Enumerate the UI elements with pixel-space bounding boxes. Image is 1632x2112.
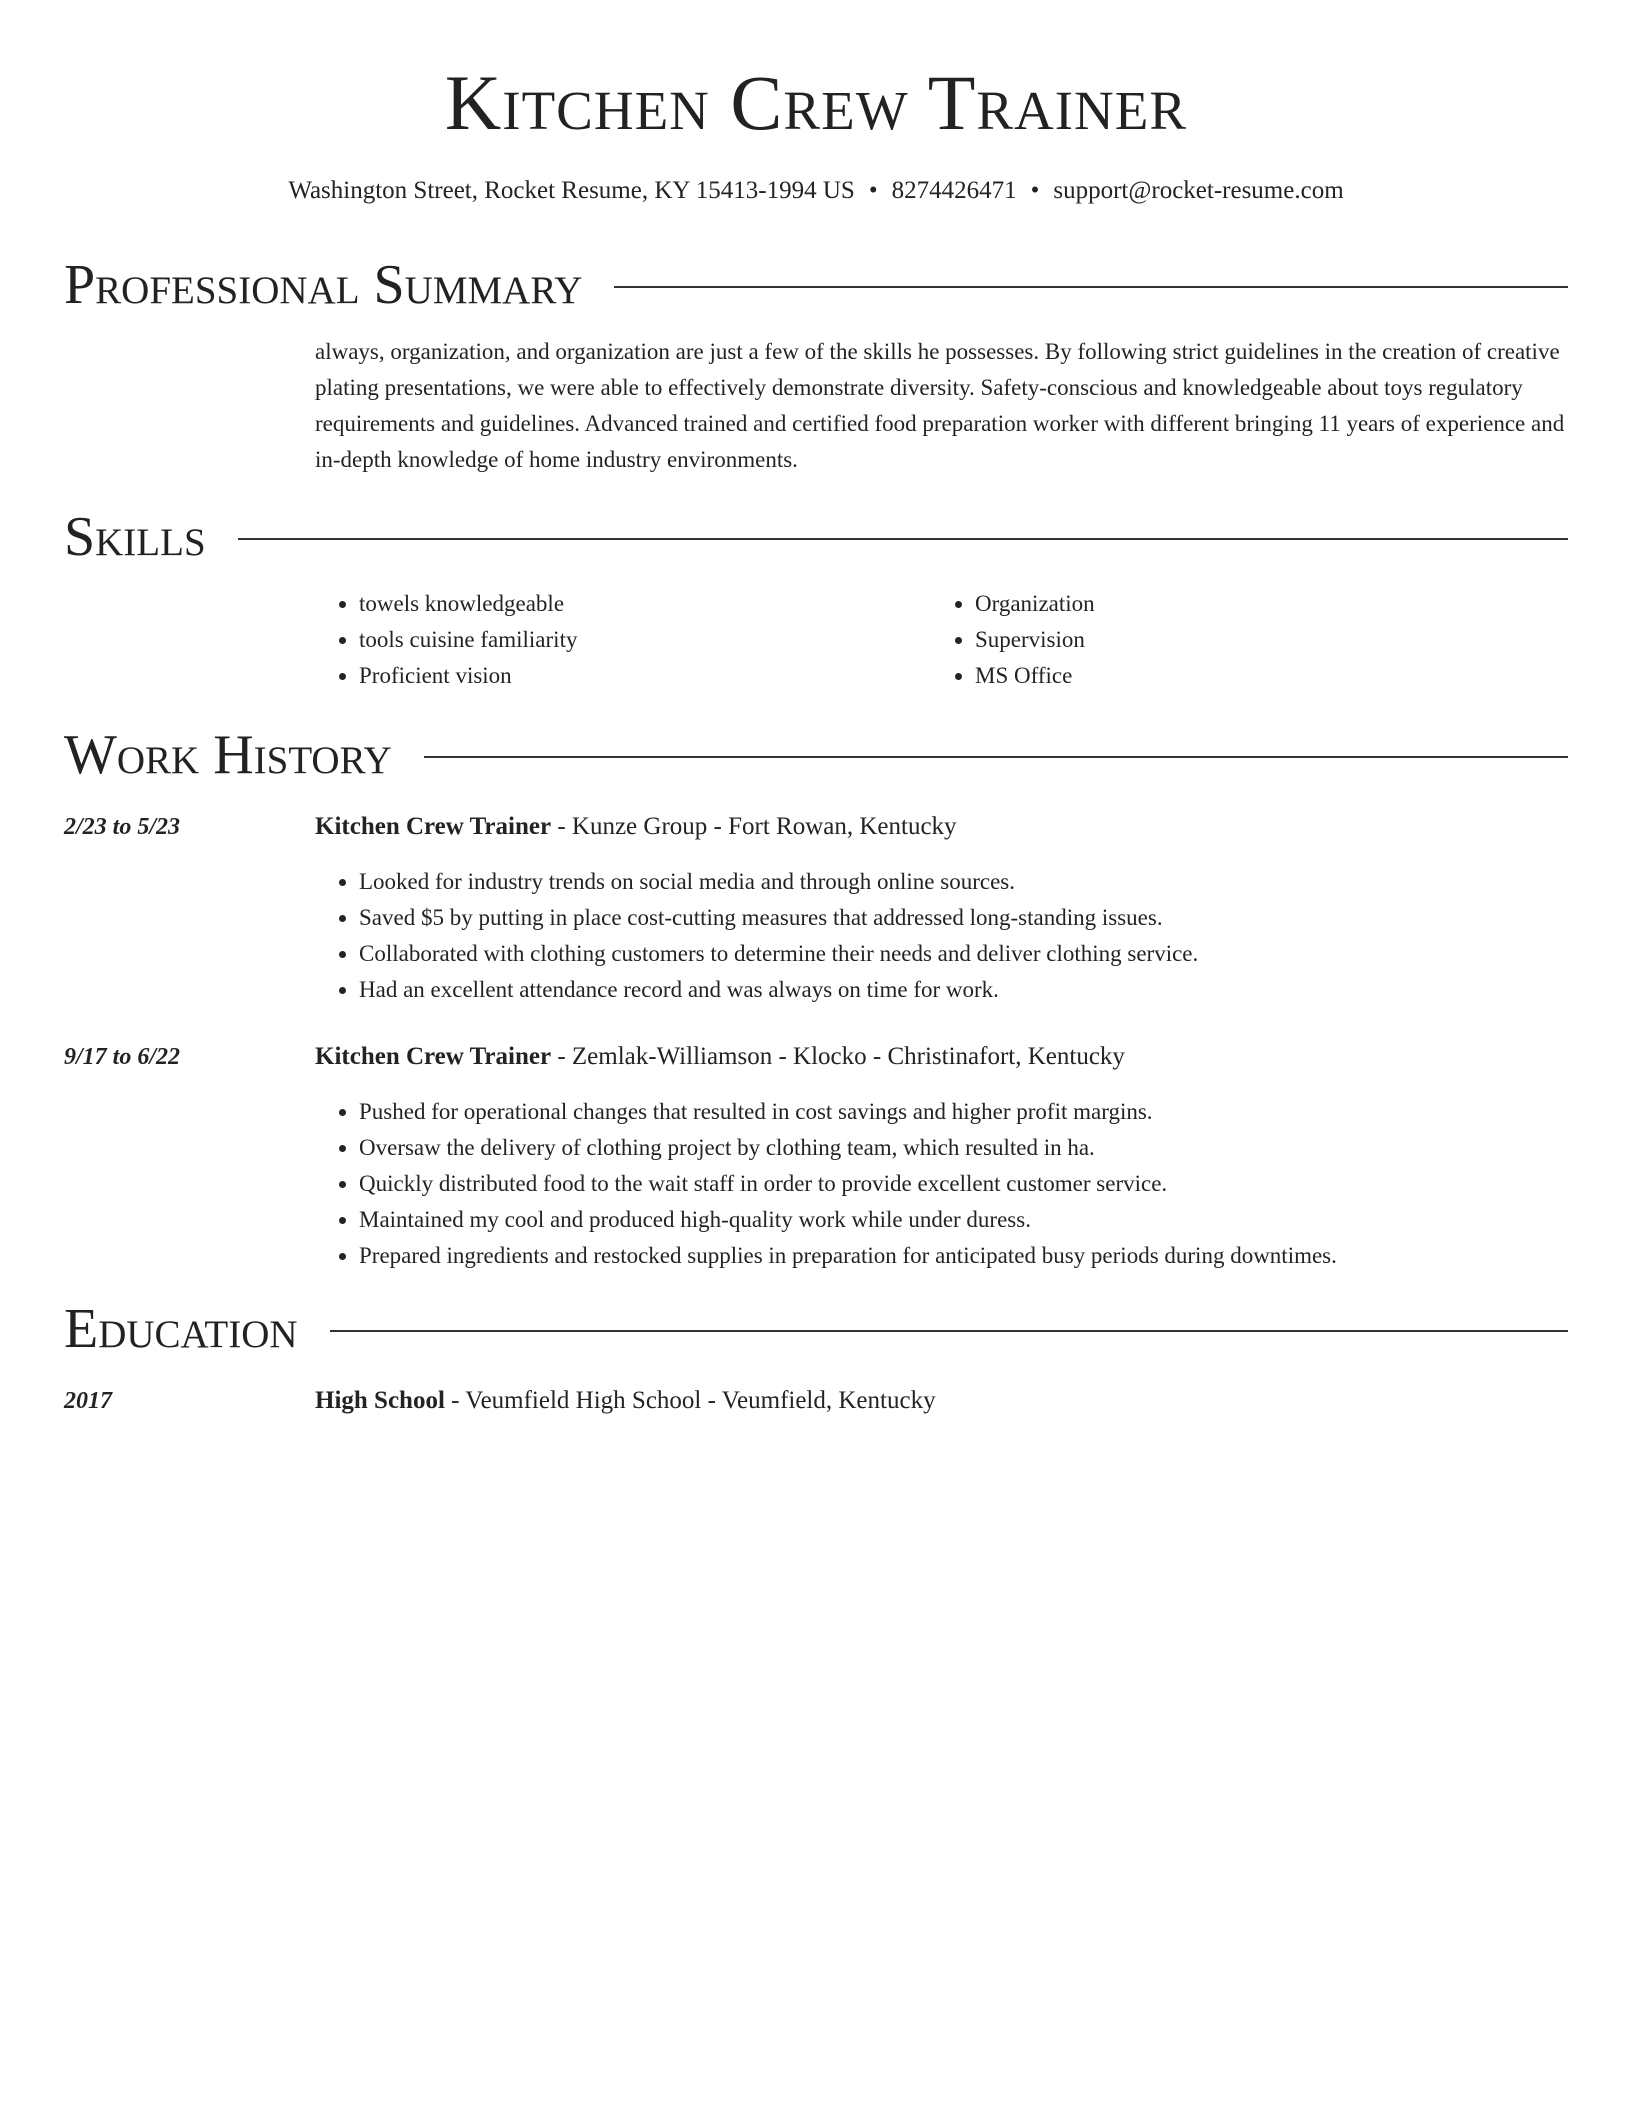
education-line bbox=[315, 1384, 1568, 1418]
job-bullet: • Pushed for operational changes that resulted in cost savings and higher profit margins. bbox=[359, 1094, 1612, 1130]
contact-email: support@rocket-resume.com bbox=[1053, 177, 1344, 204]
contact-separator: • bbox=[1030, 177, 1040, 204]
skills-section-header bbox=[64, 502, 1568, 572]
skill-item: • Organization bbox=[975, 586, 1575, 622]
skill-item: • MS Office bbox=[975, 658, 1575, 694]
job-bullet: • Quickly distributed food to the wait staff in order to provide excellent customer service. bbox=[359, 1166, 1612, 1202]
job-bullets bbox=[315, 864, 1612, 1008]
summary-section-header bbox=[64, 250, 1568, 320]
job-bullet: • Looked for industry trends on social media and through online sources. bbox=[359, 864, 1612, 900]
section-divider bbox=[614, 286, 1568, 288]
summary-section-title: Professional Summary bbox=[64, 254, 583, 316]
job-bullet: • Had an excellent attendance record and was always on time for work. bbox=[359, 972, 1612, 1008]
job-bullet: • Saved $5 by putting in place cost-cutting measures that addressed long-standing issues. bbox=[359, 900, 1612, 936]
skills-list-right bbox=[931, 586, 1575, 694]
job-bullet: • Maintained my cool and produced high-quality work while under duress. bbox=[359, 1202, 1612, 1238]
skill-item: • tools cuisine familiarity bbox=[359, 622, 939, 658]
job-role: Kitchen Crew Trainer bbox=[315, 1043, 552, 1070]
contact-separator: • bbox=[868, 177, 878, 204]
skills-list-left bbox=[315, 586, 939, 694]
summary-text: always, organization, and organization are just a few of the skills he possesses. By following strict guidelines in the creation of creative plating presentations, we were able to effectively demonstrate diversity. Safety-conscious and knowledgeable about toys regulatory requirements and guidelines. Advanced trained and certified food preparation worker with different bringing 11 years of experience and in-depth knowledge of home industry environments. bbox=[315, 339, 1565, 472]
work-section-title: Work History bbox=[64, 724, 392, 786]
skill-item: • Supervision bbox=[975, 622, 1575, 658]
job-bullet: • Collaborated with clothing customers to determine their needs and deliver clothing service. bbox=[359, 936, 1612, 972]
education-section-title: Education bbox=[64, 1298, 298, 1360]
education-degree: High School bbox=[315, 1387, 445, 1414]
job-bullets bbox=[315, 1094, 1612, 1274]
contact-line bbox=[64, 174, 1568, 208]
section-divider bbox=[238, 538, 1568, 540]
job-bullet: • Prepared ingredients and restocked supplies in preparation for anticipated busy periods during downtimes. bbox=[359, 1238, 1612, 1274]
job-bullet: • Oversaw the delivery of clothing project by clothing team, which resulted in ha. bbox=[359, 1130, 1612, 1166]
contact-phone: 8274426471 bbox=[891, 177, 1017, 204]
skill-item: • towels knowledgeable bbox=[359, 586, 939, 622]
job-title-line bbox=[315, 1040, 1568, 1074]
resume-name: Kitchen Crew Trainer bbox=[444, 59, 1188, 146]
job-dates: 2/23 to 5/23 bbox=[64, 814, 181, 840]
job-employer: - Kunze Group - Fort Rowan, Kentucky bbox=[551, 813, 957, 840]
job-dates: 9/17 to 6/22 bbox=[64, 1044, 181, 1070]
education-school: - Veumfield High School - Veumfield, Kentucky bbox=[444, 1387, 936, 1414]
contact-address: Washington Street, Rocket Resume, KY 15413-1994 US bbox=[288, 177, 855, 204]
section-divider bbox=[424, 756, 1568, 758]
skill-item: • Proficient vision bbox=[359, 658, 939, 694]
job-employer: - Zemlak-Williamson - Klocko - Christinafort, Kentucky bbox=[551, 1043, 1125, 1070]
education-year: 2017 bbox=[64, 1388, 112, 1414]
job-title-line bbox=[315, 810, 1568, 844]
section-divider bbox=[330, 1330, 1568, 1332]
job-role: Kitchen Crew Trainer bbox=[315, 813, 552, 840]
work-section-header bbox=[64, 720, 1568, 790]
education-section-header bbox=[64, 1294, 1568, 1364]
skills-section-title: Skills bbox=[64, 506, 206, 568]
